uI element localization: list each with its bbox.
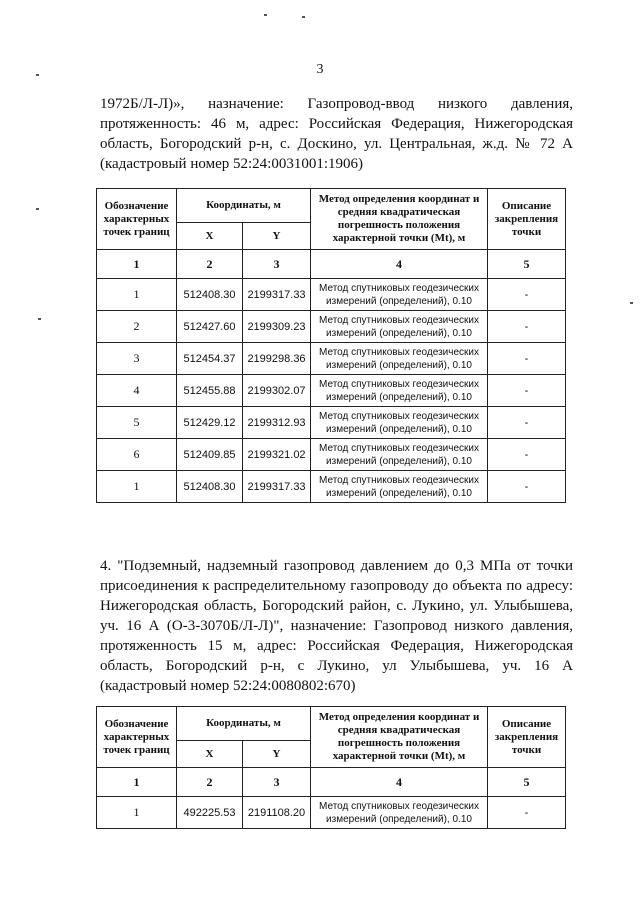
header-method: Метод определения координат и средняя квадратическая погрешность положения характерной точки (Mt), м [311, 707, 488, 768]
header-y: Y [243, 741, 311, 768]
header-description: Описание закрепления точки [488, 707, 566, 768]
col-number: 5 [488, 768, 566, 797]
table-row [97, 279, 566, 311]
column-number-row [97, 768, 566, 797]
table-row [97, 375, 566, 407]
table-row [97, 343, 566, 375]
method-text: Метод спутниковых геодезических измерений (определений), 0.10 [311, 311, 488, 343]
coordinates-table-1 [96, 188, 566, 503]
point-id: 1 [97, 471, 177, 503]
method-text: Метод спутниковых геодезических измерений (определений), 0.10 [311, 279, 488, 311]
method-text: Метод спутниковых геодезических измерений (определений), 0.10 [311, 471, 488, 503]
col-number: 2 [177, 768, 243, 797]
coord-x: 512454.37 [177, 343, 243, 375]
coord-y: 2199298.36 [243, 343, 311, 375]
point-id: 1 [97, 279, 177, 311]
point-id: 1 [97, 797, 177, 829]
point-description: - [488, 375, 566, 407]
point-description: - [488, 279, 566, 311]
coord-y: 2199321.02 [243, 439, 311, 471]
table-row [97, 407, 566, 439]
col-number: 3 [243, 768, 311, 797]
point-id: 6 [97, 439, 177, 471]
method-text: Метод спутниковых геодезических измерений (определений), 0.10 [311, 439, 488, 471]
coord-y: 2199317.33 [243, 471, 311, 503]
header-y: Y [243, 223, 311, 250]
col-number: 3 [243, 250, 311, 279]
point-description: - [488, 797, 566, 829]
table-row [97, 439, 566, 471]
header-description: Описание закрепления точки [488, 189, 566, 250]
method-text: Метод спутниковых геодезических измерений (определений), 0.10 [311, 797, 488, 829]
scan-speck [264, 14, 267, 16]
point-id: 2 [97, 311, 177, 343]
coord-x: 512429.12 [177, 407, 243, 439]
table-row [97, 311, 566, 343]
header-point: Обозначение характерных точек границ [97, 189, 177, 250]
scan-speck [36, 208, 39, 210]
point-description: - [488, 311, 566, 343]
coord-y: 2199317.33 [243, 279, 311, 311]
point-id: 3 [97, 343, 177, 375]
table-row [97, 471, 566, 503]
paragraph-object-4: 4. "Подземный, надземный газопровод давлением до 0,3 МПа от точки присоединения к распределительному газопроводу до объекта по адресу: Нижегородская область, Богородский район, с. Лукино, ул. Улыбышева, уч. 16 А (О-3-3070Б/Л-Л)", назначение: Газопровод низкого давления, протяженность 15 м, адрес: Российская Федерация, Нижегородская область, Богородский р-н, с Лукино, ул Улыбышева, уч. 16 А (кадастровый номер 52:24:0080802:670) [100, 558, 573, 694]
coord-x: 492225.53 [177, 797, 243, 829]
point-description: - [488, 471, 566, 503]
col-number: 2 [177, 250, 243, 279]
coord-x: 512409.85 [177, 439, 243, 471]
point-id: 4 [97, 375, 177, 407]
coord-x: 512427.60 [177, 311, 243, 343]
col-number: 1 [97, 768, 177, 797]
column-number-row [97, 250, 566, 279]
header-coordinates: Координаты, м [177, 189, 311, 223]
header-x: X [177, 741, 243, 768]
scan-speck [302, 16, 305, 18]
page-number: 3 [316, 62, 324, 77]
method-text: Метод спутниковых геодезических измерений (определений), 0.10 [311, 407, 488, 439]
coord-x: 512408.30 [177, 279, 243, 311]
coord-x: 512408.30 [177, 471, 243, 503]
col-number: 1 [97, 250, 177, 279]
point-description: - [488, 343, 566, 375]
table-row [97, 797, 566, 829]
header-coordinates: Координаты, м [177, 707, 311, 741]
method-text: Метод спутниковых геодезических измерений (определений), 0.10 [311, 343, 488, 375]
coord-y: 2199312.93 [243, 407, 311, 439]
header-method: Метод определения координат и средняя квадратическая погрешность положения характерной точки (Mt), м [311, 189, 488, 250]
coordinates-table-2 [96, 706, 566, 829]
scan-speck [630, 302, 633, 304]
scan-speck [38, 318, 41, 320]
coord-y: 2199309.23 [243, 311, 311, 343]
col-number: 5 [488, 250, 566, 279]
coord-y: 2199302.07 [243, 375, 311, 407]
point-description: - [488, 407, 566, 439]
col-number: 4 [311, 768, 488, 797]
paragraph-object-3-tail: 1972Б/Л-Л)», назначение: Газопровод-ввод низкого давления, протяженность: 46 м, адрес: Российская Федерация, Нижегородская область, Богородский р-н, с. Доскино, ул. Центральная, ж.д. № 72 А (кадастровый номер 52:24:0031001:1906) [100, 96, 573, 172]
point-id: 5 [97, 407, 177, 439]
header-point: Обозначение характерных точек границ [97, 707, 177, 768]
coord-y: 2191108.20 [243, 797, 311, 829]
col-number: 4 [311, 250, 488, 279]
coord-x: 512455.88 [177, 375, 243, 407]
header-x: X [177, 223, 243, 250]
method-text: Метод спутниковых геодезических измерений (определений), 0.10 [311, 375, 488, 407]
point-description: - [488, 439, 566, 471]
